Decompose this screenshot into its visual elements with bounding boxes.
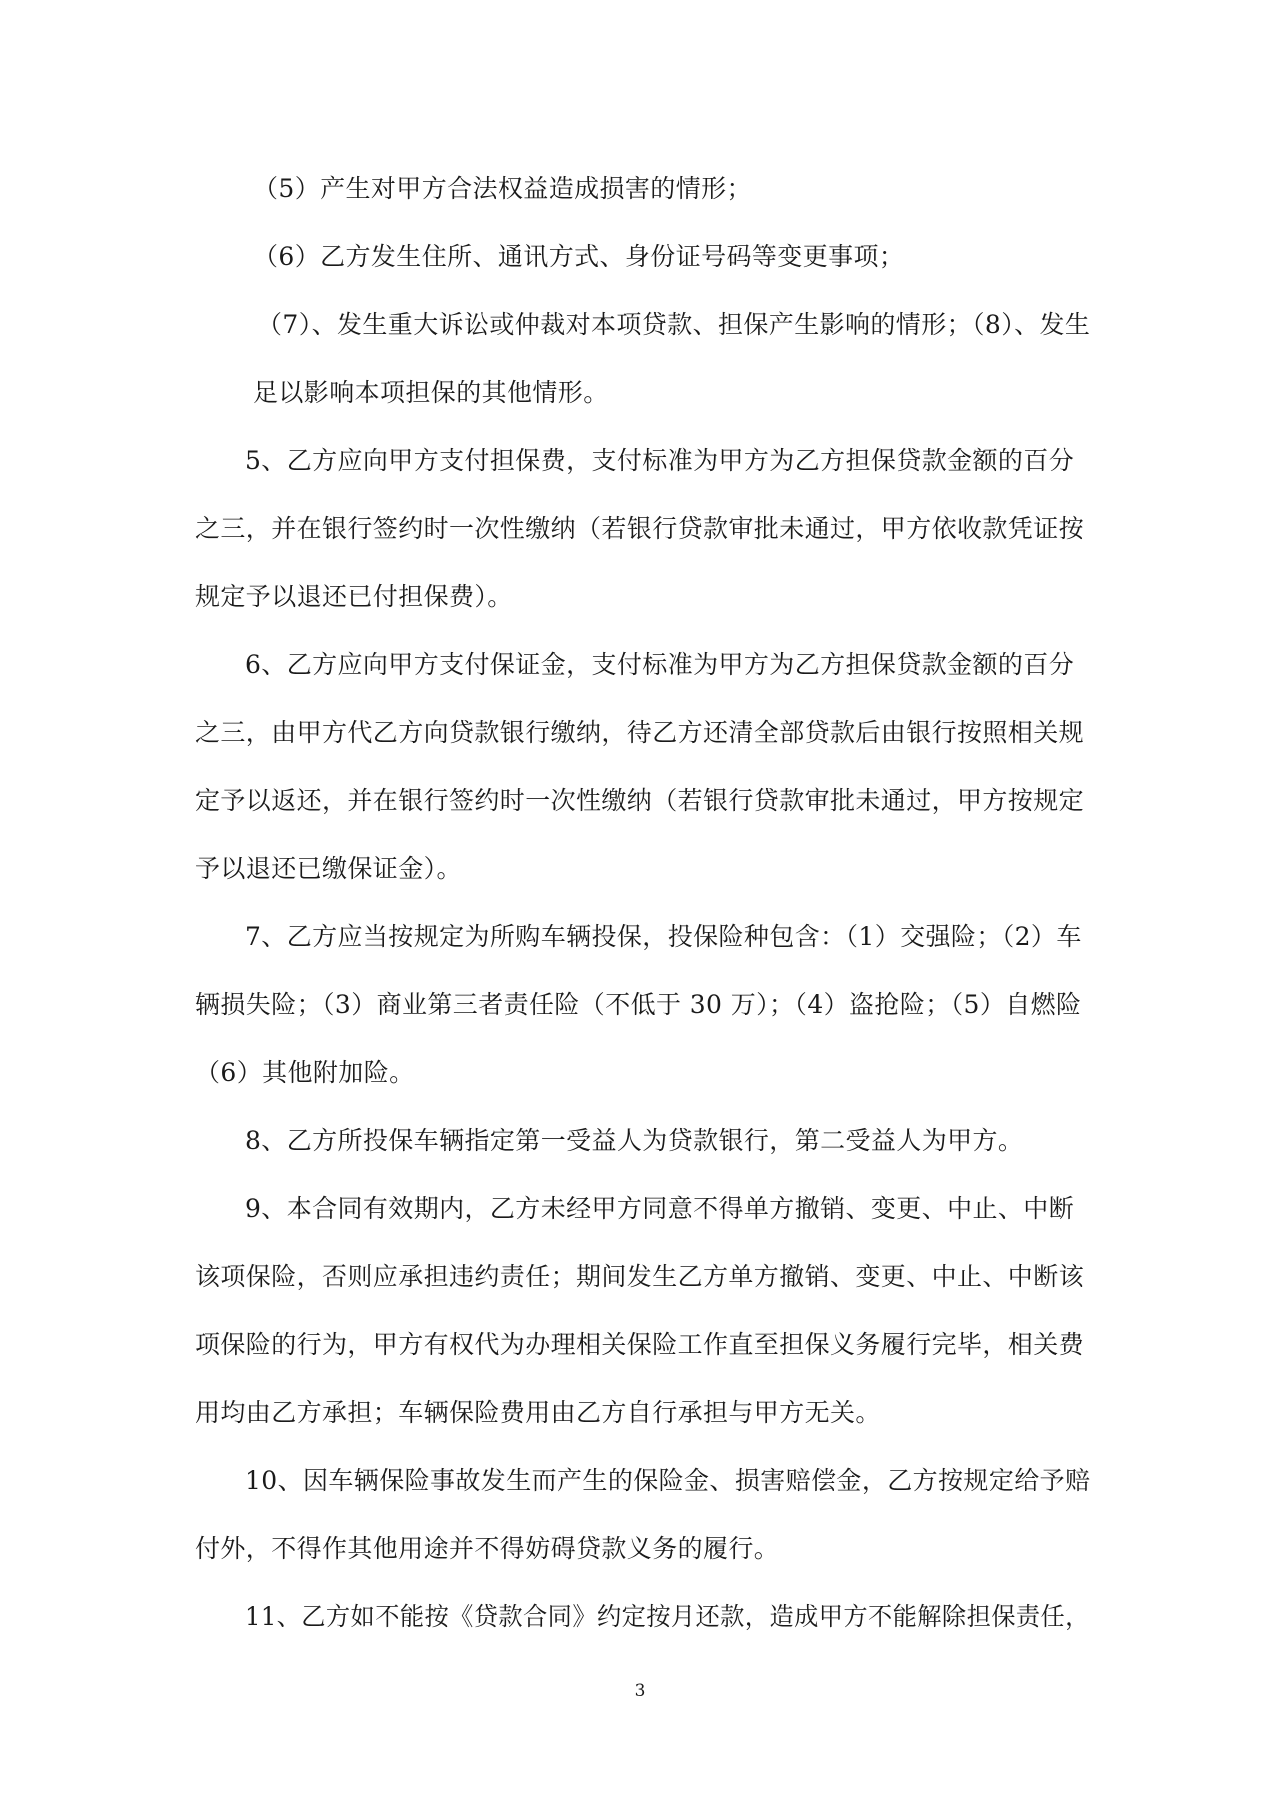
text-line: 辆损失险；（3）商业第三者责任险（不低于 30 万）；（4）盗抢险；（5）自燃险	[195, 990, 1082, 1019]
text-line: 之三，由甲方代乙方向贷款银行缴纳，待乙方还清全部贷款后由银行按照相关规	[195, 718, 1085, 747]
text-line: （6）乙方发生住所、通讯方式、身份证号码等变更事项；	[253, 242, 905, 271]
text-line: 项保险的行为，甲方有权代为办理相关保险工作直至担保义务履行完毕，相关费	[195, 1330, 1085, 1359]
text-line: 9、本合同有效期内，乙方未经甲方同意不得单方撤销、变更、中止、中断	[245, 1194, 1075, 1223]
text-line: 11、乙方如不能按《贷款合同》约定按月还款，造成甲方不能解除担保责任，	[245, 1602, 1090, 1631]
text-line: （6）其他附加险。	[195, 1058, 415, 1087]
text-line: 付外，不得作其他用途并不得妨碍贷款义务的履行。	[195, 1534, 780, 1563]
text-line: 规定予以退还已付担保费）。	[195, 582, 513, 611]
text-line: 之三，并在银行签约时一次性缴纳（若银行贷款审批未通过，甲方依收款凭证按	[195, 514, 1085, 543]
text-line: 5、乙方应向甲方支付担保费，支付标准为甲方为乙方担保贷款金额的百分	[245, 446, 1075, 475]
text-line: 8、乙方所投保车辆指定第一受益人为贷款银行，第二受益人为甲方。	[245, 1126, 1024, 1155]
page-number: 3	[634, 1681, 646, 1701]
text-line: （7）、发生重大诉讼或仲裁对本项贷款、担保产生影响的情形；（8）、发生	[257, 310, 1091, 339]
text-line: 足以影响本项担保的其他情形。	[253, 378, 609, 407]
text-line: 予以退还已缴保证金）。	[195, 854, 462, 883]
text-line: 7、乙方应当按规定为所购车辆投保，投保险种包含：（1）交强险；（2）车	[245, 922, 1082, 951]
text-line: 用均由乙方承担；车辆保险费用由乙方自行承担与甲方无关。	[195, 1398, 881, 1427]
text-line: 定予以返还，并在银行签约时一次性缴纳（若银行贷款审批未通过，甲方按规定	[195, 786, 1085, 815]
text-line: 该项保险，否则应承担违约责任；期间发生乙方单方撤销、变更、中止、中断该	[195, 1262, 1085, 1291]
text-line: 10、因车辆保险事故发生而产生的保险金、损害赔偿金，乙方按规定给予赔	[245, 1466, 1091, 1495]
text-line: 6、乙方应向甲方支付保证金，支付标准为甲方为乙方担保贷款金额的百分	[245, 650, 1075, 679]
text-line: （5）产生对甲方合法权益造成损害的情形；	[253, 174, 752, 203]
